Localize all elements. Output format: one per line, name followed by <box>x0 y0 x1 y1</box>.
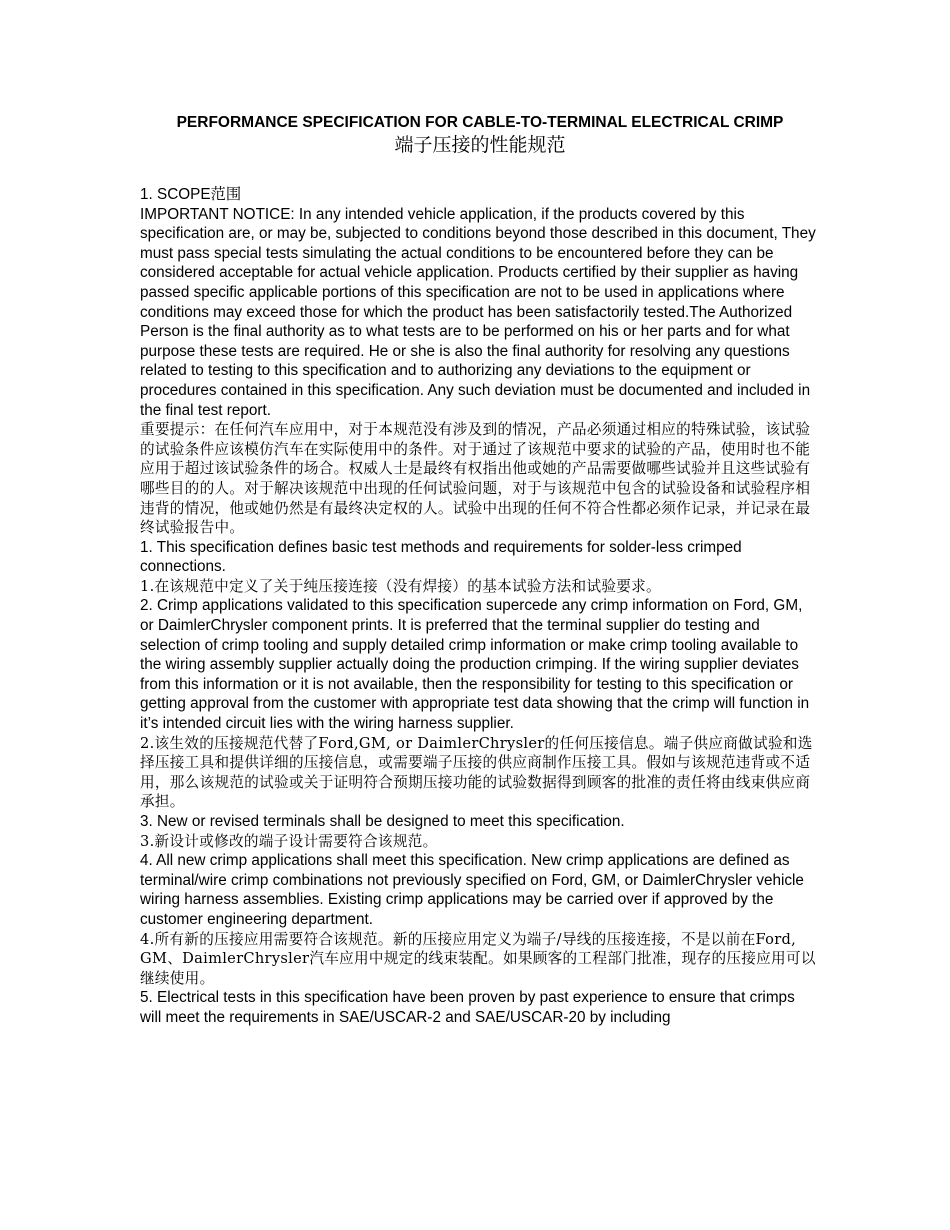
document-title-chinese: 端子压接的性能规范 <box>394 134 566 156</box>
paragraph-important-notice-zh: 重要提示：在任何汽车应用中，对于本规范没有涉及到的情况，产品必须通过相应的特殊试验，该试验的试验条件应该模仿汽车在实际使用中的条件。对于通过了该规范中要求的试验的产品，使用时也不能应用于超过该试验条件的场合。权威人士是最终有权指出他或她的产品需要做哪些试验并且这些试验有哪些目的的人。对于解决该规范中出现的任何试验问题，对于与该规范中包含的试验设备和试验程序相违背的情况，他或她仍然是有最终决定权的人。试验中出现的任何不符合性都必须作记录，并记录在最终试验报告中。 <box>140 421 811 537</box>
section-heading-scope: 1. SCOPE范围 <box>140 186 242 203</box>
paragraph-item-2-en: 2. Crimp applications validated to this specification supercede any crimp information on Ford, GM, or DaimlerChrysler component prints. It is preferred that the terminal supplier do testing and selection of crimp tooling and supply detailed crimp information or make crimp tooling available to the wiring assembly supplier actually doing the production crimping. If the wiring supplier deviates from this information or it is not available, then the responsibility for testing to this specification or getting approval from the customer with appropriate test data showing that the crimp will function in it’s intended circuit lies with the wiring harness supplier. <box>140 597 810 733</box>
paragraph-important-notice-en: IMPORTANT NOTICE: In any intended vehicle application, if the products covered by this specification are, or may be, subjected to conditions beyond those described in this document, They must pass special tests simulating the actual conditions to be encountered before they can be considered acceptable for actual vehicle application. Products certified by their supplier as having passed specific applicable portions of this specification are not to be used in applications where conditions may exceed those for which the product has been satisfactorily tested.The Authorized Person is the final authority as to what tests are to be performed on his or her parts and for what purpose these tests are required. He or she is also the final authority for resolving any questions related to testing to this specification and to authorizing any deviations to the equipment or procedures contained in this specification. Any such deviation must be documented and included in the final test report. <box>140 205 816 419</box>
paragraph-item-2-zh: 2.该生效的压接规范代替了Ford,GM, or DaimlerChrysler的任何压接信息。端子供应商做试验和选择压接工具和提供详细的压接信息，或需要端子压接的供应商制作压接工具。假如与该规范违背或不适用，那么该规范的试验或关于证明符合预期压接功能的试验数据得到顾客的批准的责任将由线束供应商承担。 <box>140 734 813 811</box>
document-page <box>140 113 820 1028</box>
paragraph-item-3-zh: 3.新设计或修改的端子设计需要符合该规范。 <box>140 832 438 850</box>
document-title-english: PERFORMANCE SPECIFICATION FOR CABLE-TO-TERMINAL ELECTRICAL CRIMP <box>176 114 784 131</box>
paragraph-item-1-en: 1. This specification defines basic test methods and requirements for solder-less crimped connections. <box>140 538 742 576</box>
paragraph-item-4-en: 4. All new crimp applications shall meet this specification. New crimp applications are defined as terminal/wire crimp combinations not previously specified on Ford, GM, or DaimlerChrysler vehicle wiring harness assemblies. Existing crimp applications may be carried over if approved by the customer engineering department. <box>140 852 804 928</box>
paragraph-item-1-zh: 1.在该规范中定义了关于纯压接连接（没有焊接）的基本试验方法和试验要求。 <box>140 577 661 595</box>
paragraph-item-4-zh: 4.所有新的压接应用需要符合该规范。新的压接应用定义为端子/导线的压接连接，不是以前在Ford, GM、DaimlerChrysler汽车应用中规定的线束装配。如果顾客的工程部门批准，现存的压接应用可以继续使用。 <box>140 930 816 987</box>
paragraph-item-5-en: 5. Electrical tests in this specification have been proven by past experience to ensure that crimps will meet the requirements in SAE/USCAR-2 and SAE/USCAR-20 by including <box>140 989 795 1026</box>
paragraph-item-3-en: 3. New or revised terminals shall be designed to meet this specification. <box>140 813 625 830</box>
document-body <box>140 185 820 1028</box>
